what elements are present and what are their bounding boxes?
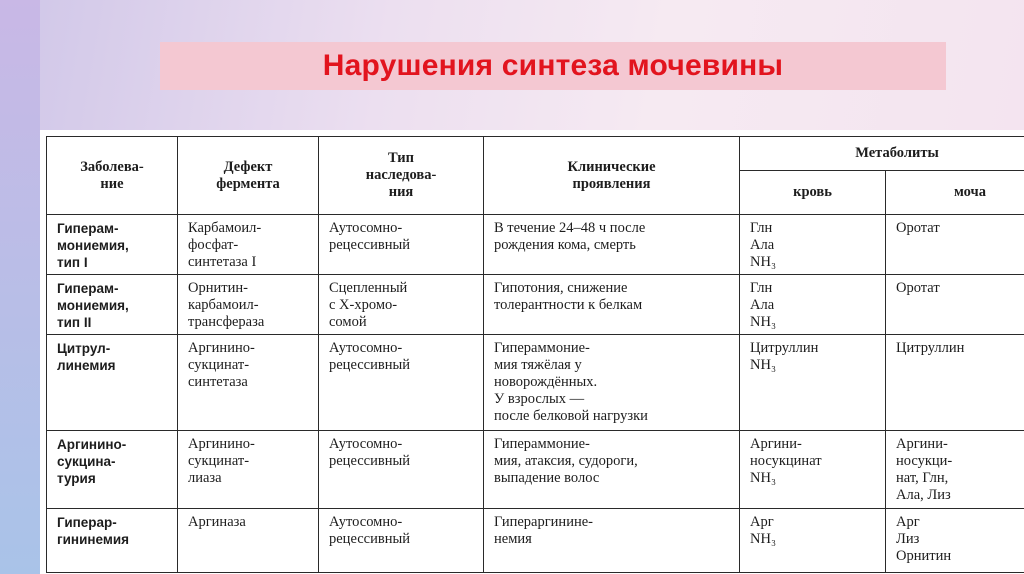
cell-blood: Арг NH₃ [740,509,886,573]
cell-inheritance: Аутосомно- рецессивный [319,215,484,275]
title-banner [160,42,946,90]
cell-defect: Аргиназа [178,509,319,573]
cell-urine: Цитруллин [886,335,1024,431]
cell-blood: Аргини- носукцинат NH₃ [740,431,886,509]
cell-urine: Оротат [886,215,1024,275]
header-clinical: Клинические проявления [484,137,740,215]
header-inheritance: Тип наследова- ния [319,137,484,215]
cell-clinical: Гипераргинине- немия [484,509,740,573]
cell-clinical: Гипераммоние- мия тяжёлая у новорождённых. У взрослых — после белковой нагрузки [484,335,740,431]
scanned-table-sheet [40,130,1024,574]
cell-defect: Аргинино- сукцинат- синтетаза [178,335,319,431]
table-row [47,431,1024,509]
header-metabolites: Метаболиты [740,137,1024,171]
table-row [47,275,1024,335]
cell-inheritance: Аутосомно- рецессивный [319,431,484,509]
cell-inheritance: Аутосомно- рецессивный [319,335,484,431]
cell-clinical: Гипераммоние- мия, атаксия, судороги, выпадение волос [484,431,740,509]
cell-clinical: Гипотония, снижение толерантности к белкам [484,275,740,335]
cell-blood: Цитруллин NH₃ [740,335,886,431]
header-disease: Заболева- ние [47,137,178,215]
cell-blood: Глн Ала NH₃ [740,275,886,335]
cell-disease: Гиперам- мониемия, тип II [47,275,178,335]
cell-blood: Глн Ала NH₃ [740,215,886,275]
header-blood: кровь [740,171,886,215]
cell-urine: Аргини- носукци- нат, Глн, Ала, Лиз [886,431,1024,509]
cell-disease: Гиперар- гининемия [47,509,178,573]
cell-defect: Орнитин- карбамоил- трансфераза [178,275,319,335]
cell-disease: Цитрул- линемия [47,335,178,431]
cell-clinical: В течение 24–48 ч после рождения кома, смерть [484,215,740,275]
cell-defect: Карбамоил- фосфат- синтетаза I [178,215,319,275]
cell-disease: Аргинино- сукцина- турия [47,431,178,509]
cell-defect: Аргинино- сукцинат- лиаза [178,431,319,509]
header-urine: моча [886,171,1024,215]
urea-cycle-disorders-table [46,136,1024,573]
page-title: Нарушения синтеза мочевины [322,49,784,82]
cell-inheritance: Сцепленный с Х-хромо- сомой [319,275,484,335]
header-defect: Дефект фермента [178,137,319,215]
table-row [47,335,1024,431]
cell-urine: Оротат [886,275,1024,335]
left-decor-band [0,0,40,574]
cell-inheritance: Аутосомно- рецессивный [319,509,484,573]
cell-disease: Гиперам- мониемия, тип I [47,215,178,275]
table-row [47,509,1024,573]
cell-urine: Арг Лиз Орнитин [886,509,1024,573]
table-row [47,215,1024,275]
